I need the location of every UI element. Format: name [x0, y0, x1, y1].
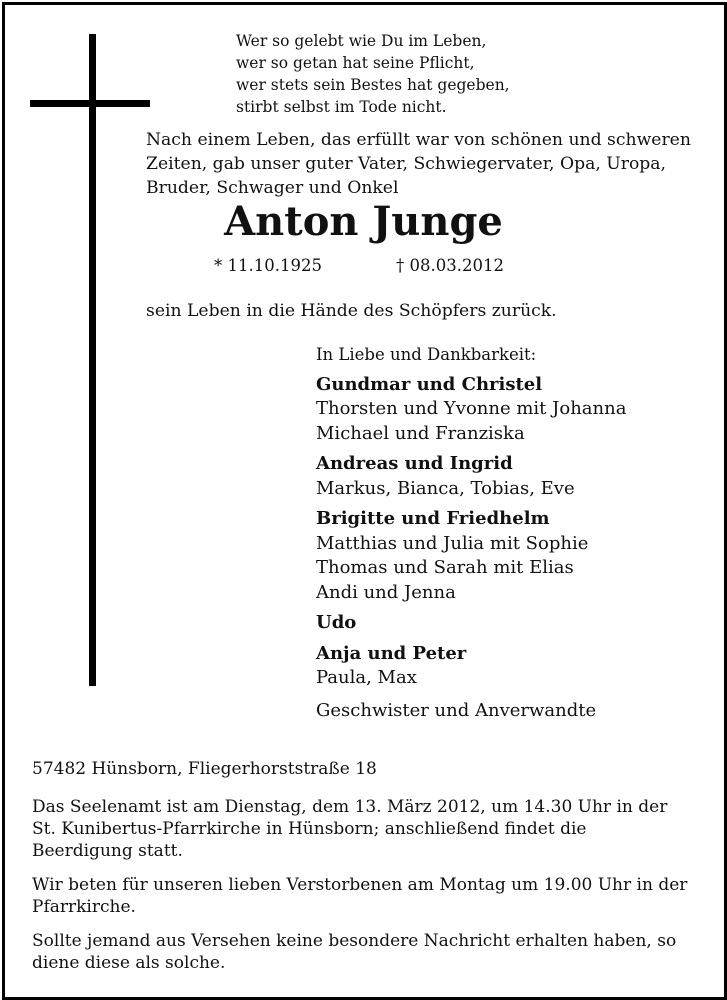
notice-info: Sollte jemand aus Versehen keine besondere Nachricht erhalten haben, so diene diese als solche. [32, 931, 677, 973]
poem-line: Wer so gelebt wie Du im Leben, [236, 32, 487, 50]
family-member: Paula, Max [316, 667, 417, 688]
family-closing: Geschwister und Anverwandte [316, 699, 597, 721]
poem-line: wer stets sein Bestes hat gegeben, [236, 76, 510, 94]
family-member: Matthias und Julia mit Sophie [316, 532, 589, 554]
intro-line: Zeiten, gab unser guter Vater, Schwiegervater, Opa, Uropa, [146, 154, 667, 174]
family-member: Thorsten und Yvonne mit Johanna [316, 398, 627, 419]
family-group [316, 642, 626, 691]
closing-sentence: sein Leben in die Hände des Schöpfers zurück. [146, 301, 557, 321]
family-member: Michael und Franziska [316, 422, 525, 444]
death-date: † 08.03.2012 [396, 256, 504, 275]
intro-text [146, 128, 691, 200]
family-couple: Gundmar und Christel [316, 373, 543, 395]
intro-line: Nach einem Leben, das erfüllt war von schönen und schweren [146, 130, 691, 150]
family-couple: Andreas und Ingrid [316, 453, 513, 474]
family-group [316, 373, 626, 447]
family-member: Thomas und Sarah mit Elias [316, 557, 574, 578]
prayer-info: Wir beten für unseren lieben Verstorbenen am Montag um 19.00 Uhr in der Pfarrkirche. [32, 875, 688, 917]
family-list [316, 343, 626, 723]
birth-date: * 11.10.1925 [214, 256, 322, 275]
family-couple: Anja und Peter [316, 642, 467, 664]
family-couple: Brigitte und Friedhelm [316, 508, 550, 529]
poem [236, 30, 510, 118]
cross-vertical-bar [89, 34, 96, 686]
poem-line: stirbt selbst im Tode nicht. [236, 98, 447, 116]
poem-line: wer so getan hat seine Pflicht, [236, 54, 475, 72]
deceased-name: Anton Junge [224, 198, 503, 245]
family-member: Andi und Jenna [316, 581, 456, 603]
family-member: Markus, Bianca, Tobias, Eve [316, 477, 575, 499]
deceased-name-row [0, 198, 727, 245]
cross-horizontal-bar [30, 100, 150, 107]
family-group [316, 611, 626, 636]
requiem-info: Das Seelenamt ist am Dienstag, dem 13. März 2012, um 14.30 Uhr in der St. Kunibertus-Pfarrkirche in Hünsborn; anschließend findet die Beerdigung statt. [32, 797, 668, 861]
family-group [316, 507, 626, 605]
family-couple: Udo [316, 612, 357, 633]
family-group [316, 452, 626, 501]
intro-line: Bruder, Schwager und Onkel [146, 178, 399, 198]
address: 57482 Hünsborn, Fliegerhorststraße 18 [32, 759, 377, 779]
footer-info [32, 758, 692, 986]
family-heading: In Liebe und Dankbarkeit: [316, 345, 537, 364]
